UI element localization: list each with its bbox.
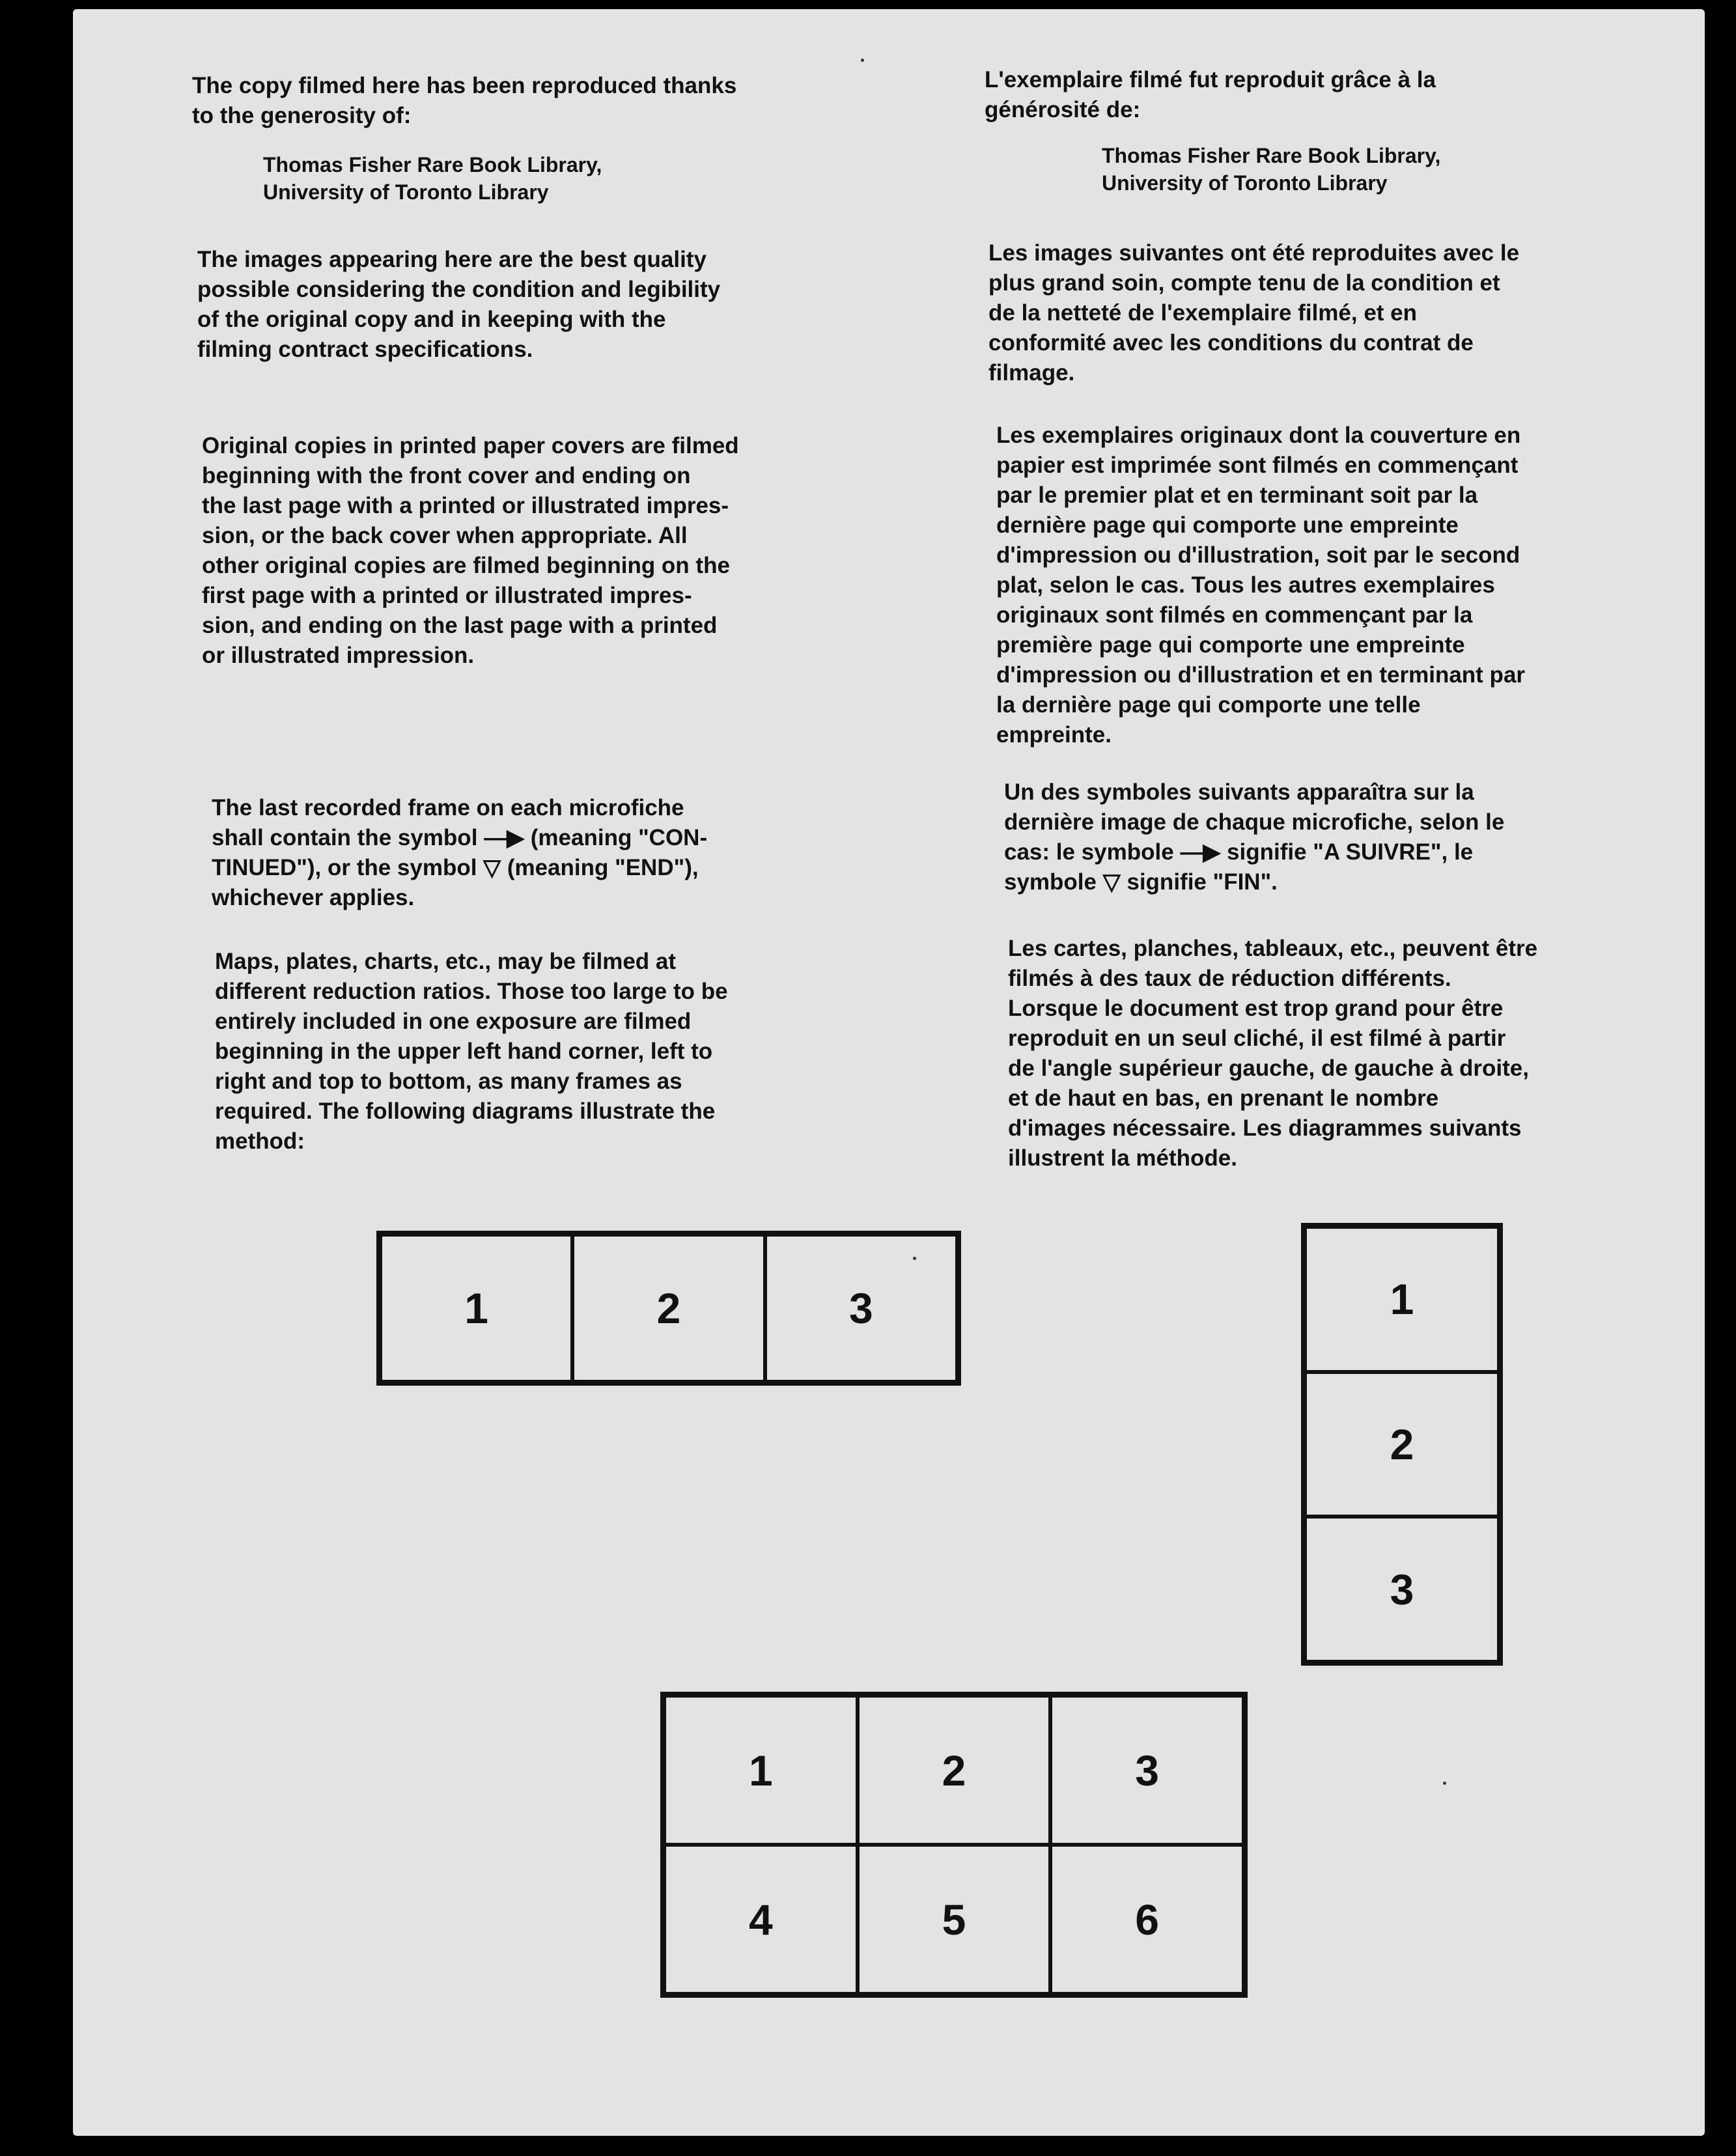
frame-cell: 1	[1305, 1227, 1499, 1372]
film-speck	[1443, 1782, 1446, 1785]
frame-cell: 2	[572, 1235, 764, 1382]
english-images-paragraph: The images appearing here are the best quality possible considering the condition and legibility of the original copy and in keeping with the filming contract specifications.	[197, 247, 721, 362]
frame-cell: 1	[664, 1696, 858, 1845]
frame-cell: 1	[380, 1235, 572, 1382]
english-thanks: The copy filmed here has been reproduced thanks to the generosity of:	[192, 73, 737, 128]
vertical-frames-diagram	[1301, 1223, 1503, 1666]
microfiche-target-sheet	[73, 9, 1705, 2136]
frame-cell: 4	[664, 1845, 858, 1994]
english-originals-paragraph: Original copies in printed paper covers are filmed beginning with the front cover and ending on the last page with a printed or illustrated impres- sion, or the back cover when appropriate. All other original copies are filmed beginning on the first page with a printed or illustrated impres- sion, and ending on the last page with a printed or illustrated impression.	[202, 433, 739, 668]
frame-cell: 3	[1305, 1517, 1499, 1662]
frame-cell: 6	[1050, 1845, 1244, 1994]
french-originals-paragraph: Les exemplaires originaux dont la couverture en papier est imprimée sont filmés en commençant par le premier plat et en terminant soit par la dernière page qui comporte une empreinte d'impression ou d'illustration, soit par le second plat, selon le cas. Tous les autres exemplaires originaux sont filmés en commençant par la première page qui comporte une empreinte d'impression ou d'illustration et en terminant par la dernière page qui comporte une telle empreinte.	[996, 423, 1526, 748]
film-speck	[913, 1257, 916, 1260]
horizontal-frames-diagram	[376, 1231, 961, 1386]
french-images-paragraph: Les images suivantes ont été reproduites avec le plus grand soin, compte tenu de la condition et de la netteté de l'exemplaire filmé, et en conformité avec les conditions du contrat de filmage.	[988, 240, 1520, 385]
english-maps-paragraph: Maps, plates, charts, etc., may be filmed at different reduction ratios. Those too large to be entirely included in one exposure are filmed beginning in the upper left hand corner, left to right and top to bottom, as many frames as required. The following diagrams illustrate the method:	[215, 949, 728, 1154]
english-library-name: Thomas Fisher Rare Book Library, University of Toronto Library	[263, 153, 602, 204]
frame-cell: 2	[858, 1696, 1051, 1845]
french-thanks: L'exemplaire filmé fut reproduit grâce à la générosité de:	[985, 67, 1436, 122]
french-library-name: Thomas Fisher Rare Book Library, University of Toronto Library	[1102, 144, 1441, 195]
film-speck	[861, 59, 864, 62]
grid-frames-diagram	[660, 1692, 1248, 1998]
frame-cell: 2	[1305, 1372, 1499, 1517]
french-symbols-paragraph: Un des symboles suivants apparaîtra sur la dernière image de chaque microfiche, selon le cas: le symbole —▶ signifie "A SUIVRE", le symbole ▽ signifie "FIN".	[1004, 779, 1505, 895]
frame-cell: 3	[1050, 1696, 1244, 1845]
frame-cell: 3	[765, 1235, 957, 1382]
french-maps-paragraph: Les cartes, planches, tableaux, etc., peuvent être filmés à des taux de réduction différents. Lorsque le document est trop grand pour être reproduit en un seul cliché, il est filmé à partir de l'angle supérieur gauche, de gauche à droite, et de haut en bas, en prenant le nombre d'images nécessaire. Les diagrammes suivants illustrent la méthode.	[1008, 936, 1538, 1171]
frame-cell: 5	[858, 1845, 1051, 1994]
english-symbols-paragraph: The last recorded frame on each microfiche shall contain the symbol —▶ (meaning "CON- TINUED"), or the symbol ▽ (meaning "END"), whichever applies.	[212, 795, 708, 910]
